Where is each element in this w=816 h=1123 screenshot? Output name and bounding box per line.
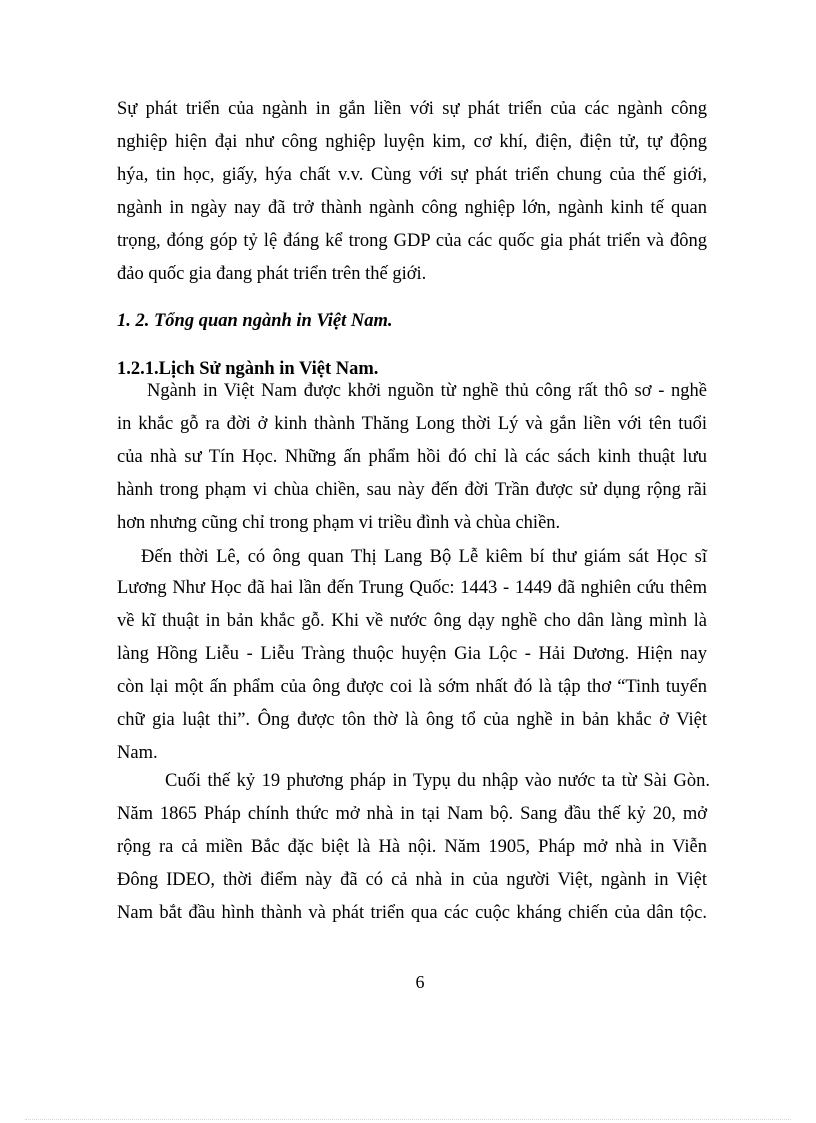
intro-line-6: đảo quốc gia đang phát triển trên thế giới.: [117, 264, 427, 284]
century-line-3: rộng ra cả miền Bắc đặc biệt là Hà nội. Năm 1905, Pháp mở nhà in Viễn: [117, 837, 707, 857]
intro-line-4: ngành in ngày nay đã trở thành ngành công nghiệp lớn, ngành kinh tế quan: [117, 198, 707, 218]
origins-line-1: Ngành in Việt Nam được khởi nguồn từ nghề thủ công rất thô sơ - nghề: [147, 381, 707, 401]
century-line-5: Nam bắt đầu hình thành và phát triển qua các cuộc kháng chiến của dân tộc.: [117, 903, 707, 923]
origins-line-4: hành trong phạm vi chùa chiền, sau này đến đời Trần được sử dụng rộng rãi: [117, 480, 707, 500]
century-line-1: Cuối thế kỷ 19 phương pháp in Typụ du nhập vào nước ta từ Sài Gòn.: [165, 771, 710, 791]
le-line-5: còn lại một ấn phẩm của ông được coi là sớm nhất đó là tập thơ “Tinh tuyển: [117, 677, 707, 697]
le-line-4: làng Hồng Liễu - Liễu Tràng thuộc huyện Gia Lộc - Hải Dương. Hiện nay: [117, 644, 707, 664]
le-line-2: Lương Như Học đã hai lần đến Trung Quốc: 1443 - 1449 đã nghiên cứu thêm: [117, 578, 707, 598]
le-line-7: Nam.: [117, 743, 158, 763]
intro-line-2: nghiệp hiện đại như công nghiệp luyện kim, cơ khí, điện, điện tử, tự động: [117, 132, 707, 152]
origins-line-2: in khắc gỗ ra đời ở kinh thành Thăng Long thời Lý và gắn liền với tên tuổi: [117, 414, 707, 434]
page-bottom-divider: [25, 1119, 791, 1120]
le-line-3: về kĩ thuật in bản khắc gỗ. Khi về nước ông dạy nghề cho dân làng mình là: [117, 611, 707, 631]
century-line-4: Đông IDEO, thời điểm này đã có cả nhà in của người Việt, ngành in Việt: [117, 870, 707, 890]
intro-line-5: trọng, đóng góp tỷ lệ đáng kể trong GDP của các quốc gia phát triển và đông: [117, 231, 707, 251]
page-number: 6: [415, 972, 425, 992]
section-heading: 1. 2. Tổng quan ngành in Việt Nam.: [117, 311, 393, 331]
intro-line-3: hýa, tin học, giấy, hýa chất v.v. Cùng với sự phát triển chung của thế giới,: [117, 165, 707, 185]
subsection-heading: 1.2.1.Lịch Sử ngành in Việt Nam.: [117, 359, 379, 379]
intro-line-1: Sự phát triển của ngành in gắn liền với sự phát triển của các ngành công: [117, 99, 707, 119]
century-line-2: Năm 1865 Pháp chính thức mở nhà in tại Nam bộ. Sang đầu thế kỷ 20, mở: [117, 804, 707, 824]
le-line-1: Đến thời Lê, có ông quan Thị Lang Bộ Lễ kiêm bí thư giám sát Học sĩ: [141, 547, 707, 567]
origins-line-3: của nhà sư Tín Học. Những ấn phẩm hồi đó chỉ là các sách kinh thuật lưu: [117, 447, 707, 467]
origins-line-5: hơn nhưng cũng chỉ trong phạm vi triều đình và chùa chiền.: [117, 513, 561, 533]
le-line-6: chữ gia luật thi”. Ông được tôn thờ là ông tổ của nghề in bản khắc ở Việt: [117, 710, 707, 730]
